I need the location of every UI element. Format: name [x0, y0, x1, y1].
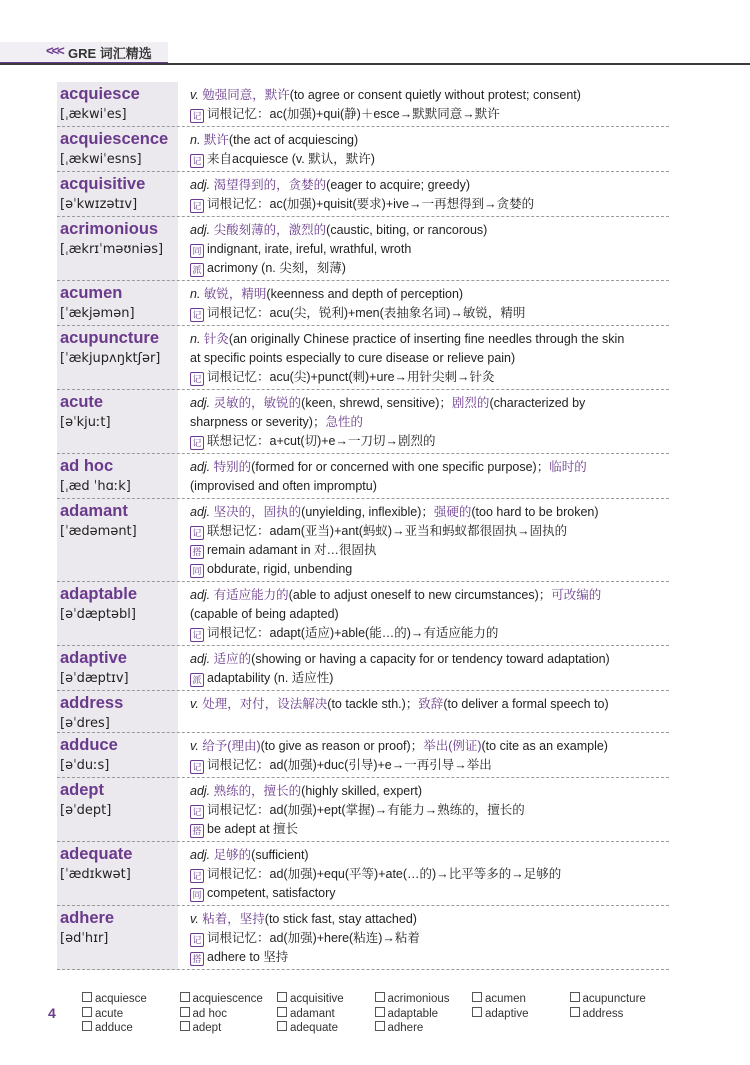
chinese-meaning: 举出(例证)	[423, 739, 482, 753]
definition-line	[190, 86, 669, 105]
chinese-meaning: 针灸	[203, 332, 229, 346]
definition-line	[190, 458, 669, 477]
note-tag-icon: 记	[190, 109, 204, 123]
note-tag-icon: 记	[190, 372, 204, 386]
note-tag-icon: 搭	[190, 824, 204, 838]
chinese-meaning: 尖酸刻薄的，激烈的	[213, 223, 327, 237]
definition-text: (to stick fast, stay attached)	[264, 912, 417, 926]
word-entry	[57, 906, 669, 970]
checkbox-icon[interactable]	[277, 1007, 287, 1017]
entry-body	[178, 646, 669, 690]
checklist-label: acrimonious	[387, 993, 450, 1005]
chinese-meaning: 渴望得到的，贪婪的	[213, 178, 327, 192]
definition-line	[190, 150, 669, 169]
entry-head	[57, 842, 178, 905]
part-of-speech: n.	[190, 332, 204, 346]
definition-line	[190, 304, 669, 323]
word-checklist	[82, 992, 672, 1036]
checkbox-icon[interactable]	[472, 992, 482, 1002]
vocabulary-list	[57, 82, 669, 970]
definition-text: competent, satisfactory	[207, 886, 336, 900]
entry-body	[178, 281, 669, 325]
definition-text: (too hard to be broken)	[471, 505, 599, 519]
word-entry	[57, 646, 669, 691]
definition-text: (to tackle sth.)；	[327, 697, 419, 711]
definition-text: adhere to 坚持	[207, 950, 289, 964]
checklist-item[interactable]	[277, 1007, 375, 1022]
entry-body	[178, 326, 669, 389]
entry-head	[57, 733, 178, 777]
headword: acquiescence	[60, 130, 169, 148]
checklist-item[interactable]	[375, 1021, 473, 1036]
chinese-meaning: 强硬的	[433, 505, 472, 519]
checklist-label: address	[582, 1007, 624, 1020]
entry-body	[178, 733, 669, 777]
word-entry	[57, 454, 669, 499]
phonetic: [əˈdæptəbl]	[60, 607, 136, 622]
phonetic: [ˈædɪkwət]	[60, 867, 131, 882]
chinese-meaning: 敏锐，精明	[203, 287, 267, 301]
definition-text: (the act of acquiescing)	[228, 133, 359, 147]
phonetic: [ˈækjəmən]	[60, 306, 135, 321]
definition-text: 词根记忆：ad(加强)+equ(平等)+ate(…的)→比平等多的→足够的	[207, 867, 562, 881]
entry-body	[178, 454, 669, 498]
entry-head	[57, 646, 178, 690]
headword: acquisitive	[60, 175, 146, 193]
checklist-label: adept	[192, 1022, 222, 1034]
checklist-item[interactable]	[82, 1007, 180, 1022]
checklist-item[interactable]	[180, 992, 278, 1007]
definition-text: 词根记忆：ad(加强)+duc(引导)+e→一再引导→举出	[207, 758, 492, 772]
checklist-item[interactable]	[82, 992, 180, 1007]
checklist-item[interactable]	[472, 1007, 570, 1022]
part-of-speech: v.	[190, 739, 203, 753]
note-tag-icon: 同	[190, 564, 204, 578]
page-number: 4	[48, 1005, 56, 1021]
checklist-label: acquisitive	[290, 993, 344, 1005]
checkbox-icon[interactable]	[277, 1021, 287, 1031]
part-of-speech: adj.	[190, 848, 214, 862]
entry-head	[57, 127, 178, 171]
definition-line	[190, 820, 669, 839]
definition-text: remain adamant in 对…很固执	[207, 543, 377, 557]
chinese-meaning: 可改编的	[551, 588, 602, 602]
definition-line	[190, 394, 669, 413]
entry-body	[178, 499, 669, 581]
definition-text: (highly skilled, expert)	[301, 784, 423, 798]
definition-line	[190, 349, 669, 368]
definition-line	[190, 605, 669, 624]
note-tag-icon: 同	[190, 244, 204, 258]
part-of-speech: adj.	[190, 396, 214, 410]
checklist-item[interactable]	[180, 1007, 278, 1022]
checklist-label: adaptable	[387, 1007, 439, 1020]
definition-line	[190, 503, 669, 522]
part-of-speech: v.	[190, 88, 203, 102]
word-entry	[57, 82, 669, 127]
definition-text: 联想记忆：adam(亚当)+ant(蚂蚁)→亚当和蚂蚁都很固执→固执的	[207, 524, 568, 538]
definition-line	[190, 782, 669, 801]
definition-text: (to agree or consent quietly without protest; consent)	[289, 88, 581, 102]
checklist-label: acute	[95, 1007, 124, 1020]
entry-body	[178, 127, 669, 171]
word-entry	[57, 172, 669, 217]
headword: adaptive	[60, 649, 127, 667]
phonetic: [ˌæd ˈhɑːk]	[60, 479, 131, 494]
chinese-meaning: 灵敏的，敏锐的	[213, 396, 302, 410]
chinese-meaning: 特别的	[213, 460, 252, 474]
checkbox-icon[interactable]	[82, 992, 92, 1002]
checklist-item[interactable]	[277, 1021, 375, 1036]
checklist-label: adduce	[95, 1022, 133, 1034]
page-header	[0, 36, 750, 66]
headword: adduce	[60, 736, 118, 754]
note-tag-icon: 记	[190, 869, 204, 883]
phonetic: [əˈkjuːt]	[60, 415, 111, 430]
entry-body	[178, 582, 669, 645]
word-entry	[57, 499, 669, 582]
note-tag-icon: 记	[190, 526, 204, 540]
phonetic: [ˌækwiˈesns]	[60, 152, 142, 167]
definition-text: (keenness and depth of perception)	[266, 287, 464, 301]
phonetic: [əˈdept]	[60, 803, 112, 818]
headword: adequate	[60, 845, 133, 863]
definition-line	[190, 884, 669, 903]
definition-text: 词根记忆：ad(加强)+here(粘连)→粘着	[207, 931, 420, 945]
note-tag-icon: 搭	[190, 545, 204, 559]
word-entry	[57, 326, 669, 390]
word-entry	[57, 281, 669, 326]
part-of-speech: v.	[190, 697, 203, 711]
checklist-item[interactable]	[570, 992, 668, 1007]
chinese-meaning: 勉强同意，默许	[202, 88, 290, 102]
checkbox-icon[interactable]	[472, 1007, 482, 1017]
checklist-label: adamant	[290, 1007, 335, 1020]
definition-text: (to give as reason or proof)；	[260, 739, 424, 753]
checkbox-icon[interactable]	[180, 1007, 190, 1017]
definition-line	[190, 176, 669, 195]
definition-text: (capable of being adapted)	[190, 607, 339, 621]
note-tag-icon: 派	[190, 673, 204, 687]
definition-line	[190, 259, 669, 278]
definition-text: indignant, irate, ireful, wrathful, wroth	[207, 242, 412, 256]
definition-text: adaptability (n. 适应性)	[207, 671, 334, 685]
definition-text: (eager to acquire; greedy)	[326, 178, 470, 192]
phonetic: [ədˈhɪr]	[60, 931, 109, 946]
chinese-meaning: 急性的	[325, 415, 363, 429]
phonetic: [ˌækrɪˈməʊniəs]	[60, 242, 164, 257]
entry-head	[57, 326, 178, 389]
definition-text: (showing or having a capacity for or tendency toward adaptation)	[251, 652, 610, 666]
phonetic: [əˈkwɪzətɪv]	[60, 197, 138, 212]
chinese-meaning: 熟练的，擅长的	[213, 784, 302, 798]
part-of-speech: adj.	[190, 588, 214, 602]
word-entry	[57, 842, 669, 906]
part-of-speech: adj.	[190, 178, 214, 192]
headword: acumen	[60, 284, 123, 302]
definition-text: (an originally Chinese practice of inserting fine needles through the skin	[228, 332, 625, 346]
definition-text: (characterized by	[489, 396, 586, 410]
definition-line	[190, 929, 669, 948]
checklist-item[interactable]	[180, 1021, 278, 1036]
phonetic: [əˈdæptɪv]	[60, 671, 129, 686]
definition-text: 词根记忆：acu(尖)+punct(刺)+ure→用针尖刺→针灸	[207, 370, 495, 384]
definition-text: (to cite as an example)	[481, 739, 608, 753]
definition-text: (improvised and often impromptu)	[190, 479, 377, 493]
checkbox-icon[interactable]	[82, 1007, 92, 1017]
definition-line	[190, 846, 669, 865]
checklist-label: acquiesce	[95, 993, 147, 1005]
note-tag-icon: 记	[190, 154, 204, 168]
definition-line	[190, 105, 669, 124]
entry-head	[57, 454, 178, 498]
checkbox-icon[interactable]	[82, 1021, 92, 1031]
entry-head	[57, 906, 178, 969]
word-entry	[57, 582, 669, 646]
chinese-meaning: 给予(理由)	[202, 739, 261, 753]
checklist-label: acquiescence	[192, 993, 263, 1005]
word-entry	[57, 778, 669, 842]
definition-line	[190, 240, 669, 259]
word-entry	[57, 390, 669, 454]
checklist-item[interactable]	[375, 1007, 473, 1022]
phonetic: [ˌækwiˈes]	[60, 107, 127, 122]
definition-text: (able to adjust oneself to new circumstances)；	[288, 588, 552, 602]
definition-line	[190, 865, 669, 884]
phonetic: [ˈækjupʌŋktʃər]	[60, 351, 161, 366]
part-of-speech: adj.	[190, 505, 214, 519]
checkbox-icon[interactable]	[180, 1021, 190, 1031]
definition-text: 词根记忆：ac(加强)+qui(静)＋esce→默默同意→默许	[207, 107, 500, 121]
word-entry	[57, 127, 669, 172]
definition-text: (to deliver a formal speech to)	[443, 697, 609, 711]
part-of-speech: adj.	[190, 652, 214, 666]
checklist-label: acupuncture	[582, 993, 646, 1005]
definition-text: 词根记忆：ac(加强)+quisit(要求)+ive→一再想得到→贪婪的	[207, 197, 535, 211]
chinese-meaning: 默许	[203, 133, 229, 147]
definition-line	[190, 948, 669, 967]
headword: adaptable	[60, 585, 138, 603]
phonetic: [ˈædəmənt]	[60, 524, 137, 539]
checklist-label: adhere	[387, 1022, 424, 1034]
entry-head	[57, 691, 178, 732]
entry-head	[57, 778, 178, 841]
headword: adept	[60, 781, 105, 799]
word-entry	[57, 217, 669, 281]
definition-line	[190, 541, 669, 560]
definition-text: sharpness or severity)；	[190, 415, 326, 429]
entry-head	[57, 172, 178, 216]
checkbox-icon[interactable]	[570, 992, 580, 1002]
definition-line	[190, 801, 669, 820]
part-of-speech: adj.	[190, 223, 214, 237]
entry-head	[57, 390, 178, 453]
chinese-meaning: 临时的	[549, 460, 587, 474]
definition-line	[190, 624, 669, 643]
checklist-label: acumen	[485, 993, 526, 1005]
checkbox-icon[interactable]	[375, 1021, 385, 1031]
entry-body	[178, 217, 669, 280]
definition-text: (keen, shrewd, sensitive)；	[301, 396, 452, 410]
word-entry	[57, 733, 669, 778]
definition-text: (formed for or concerned with one specific purpose)；	[251, 460, 550, 474]
chinese-meaning: 足够的	[213, 848, 252, 862]
definition-text: 词根记忆：adapt(适应)+able(能…的)→有适应能力的	[207, 626, 499, 640]
definition-text: at specific points especially to cure disease or relieve pain)	[190, 351, 516, 365]
checklist-item[interactable]	[570, 1007, 668, 1022]
part-of-speech: n.	[190, 287, 204, 301]
entry-body	[178, 691, 669, 732]
note-tag-icon: 派	[190, 263, 204, 277]
phonetic: [əˈdres]	[60, 716, 110, 731]
definition-line	[190, 477, 669, 496]
entry-body	[178, 906, 669, 969]
checklist-item[interactable]	[277, 992, 375, 1007]
checkbox-icon[interactable]	[375, 992, 385, 1002]
note-tag-icon: 搭	[190, 952, 204, 966]
definition-text: obdurate, rigid, unbending	[207, 562, 353, 576]
checklist-label: ad hoc	[192, 1007, 228, 1020]
chinese-meaning: 剧烈的	[451, 396, 490, 410]
entry-body	[178, 390, 669, 453]
headword: acute	[60, 393, 104, 411]
definition-line	[190, 756, 669, 775]
definition-text: 词根记忆：acu(尖，锐利)+men(表抽象名词)→敏锐，精明	[207, 306, 526, 320]
entry-body	[178, 172, 669, 216]
entry-head	[57, 281, 178, 325]
definition-line	[190, 522, 669, 541]
entry-head	[57, 582, 178, 645]
chinese-meaning: 粘着，坚持	[202, 912, 265, 926]
header-rule	[0, 63, 750, 65]
checklist-item[interactable]	[82, 1021, 180, 1036]
entry-body	[178, 778, 669, 841]
headword: adhere	[60, 909, 115, 927]
headword: acupuncture	[60, 329, 160, 347]
entry-body	[178, 82, 669, 126]
definition-text: 词根记忆：ad(加强)+ept(掌握)→有能力→熟练的，擅长的	[207, 803, 525, 817]
definition-text: acrimony (n. 尖刻，刻薄)	[207, 261, 346, 275]
word-entry	[57, 691, 669, 733]
definition-line	[190, 737, 669, 756]
entry-head	[57, 217, 178, 280]
note-tag-icon: 记	[190, 308, 204, 322]
definition-line	[190, 910, 669, 929]
entry-head	[57, 499, 178, 581]
entry-body	[178, 842, 669, 905]
note-tag-icon: 记	[190, 436, 204, 450]
definition-line	[190, 221, 669, 240]
checkbox-icon[interactable]	[180, 992, 190, 1002]
headword: acquiesce	[60, 85, 140, 103]
definition-text: (unyielding, inflexible)；	[301, 505, 434, 519]
checklist-item[interactable]	[472, 992, 570, 1007]
entry-head	[57, 82, 178, 126]
checklist-item[interactable]	[375, 992, 473, 1007]
headword: address	[60, 694, 124, 712]
definition-line	[190, 131, 669, 150]
definition-line	[190, 695, 669, 714]
part-of-speech: v.	[190, 912, 203, 926]
definition-line	[190, 195, 669, 214]
note-tag-icon: 记	[190, 805, 204, 819]
definition-text: 联想记忆：a+cut(切)+e→一刀切→剧烈的	[207, 434, 436, 448]
note-tag-icon: 记	[190, 199, 204, 213]
checkbox-icon[interactable]	[277, 992, 287, 1002]
part-of-speech: n.	[190, 133, 204, 147]
chinese-meaning: 致辞	[418, 697, 444, 711]
header-tab	[0, 42, 168, 64]
definition-text: (caustic, biting, or rancorous)	[326, 223, 488, 237]
checklist-label: adaptive	[485, 1007, 529, 1020]
part-of-speech: adj.	[190, 784, 214, 798]
chinese-meaning: 适应的	[213, 652, 252, 666]
note-tag-icon: 记	[190, 760, 204, 774]
definition-line	[190, 586, 669, 605]
headword: acrimonious	[60, 220, 159, 238]
definition-line	[190, 368, 669, 387]
headword: adamant	[60, 502, 128, 520]
note-tag-icon: 记	[190, 933, 204, 947]
note-tag-icon: 记	[190, 628, 204, 642]
definition-line	[190, 560, 669, 579]
definition-text: 来自acquiesce (v. 默认，默许)	[207, 152, 375, 166]
chinese-meaning: 处理，对付，设法解决	[202, 697, 328, 711]
checkbox-icon[interactable]	[570, 1007, 580, 1017]
header-title: GRE 词汇精选	[68, 46, 152, 61]
chevrons-left-icon: <<<	[46, 43, 63, 58]
headword: ad hoc	[60, 457, 114, 475]
definition-line	[190, 413, 669, 432]
part-of-speech: adj.	[190, 460, 214, 474]
definition-line	[190, 432, 669, 451]
definition-text: (sufficient)	[251, 848, 309, 862]
phonetic: [əˈduːs]	[60, 758, 110, 773]
definition-text: be adept at 擅长	[207, 822, 299, 836]
definition-line	[190, 285, 669, 304]
definition-line	[190, 330, 669, 349]
definition-line	[190, 669, 669, 688]
checklist-label: adequate	[290, 1022, 338, 1034]
checkbox-icon[interactable]	[375, 1007, 385, 1017]
chinese-meaning: 坚决的，固执的	[213, 505, 302, 519]
definition-line	[190, 650, 669, 669]
note-tag-icon: 同	[190, 888, 204, 902]
chinese-meaning: 有适应能力的	[213, 588, 289, 602]
